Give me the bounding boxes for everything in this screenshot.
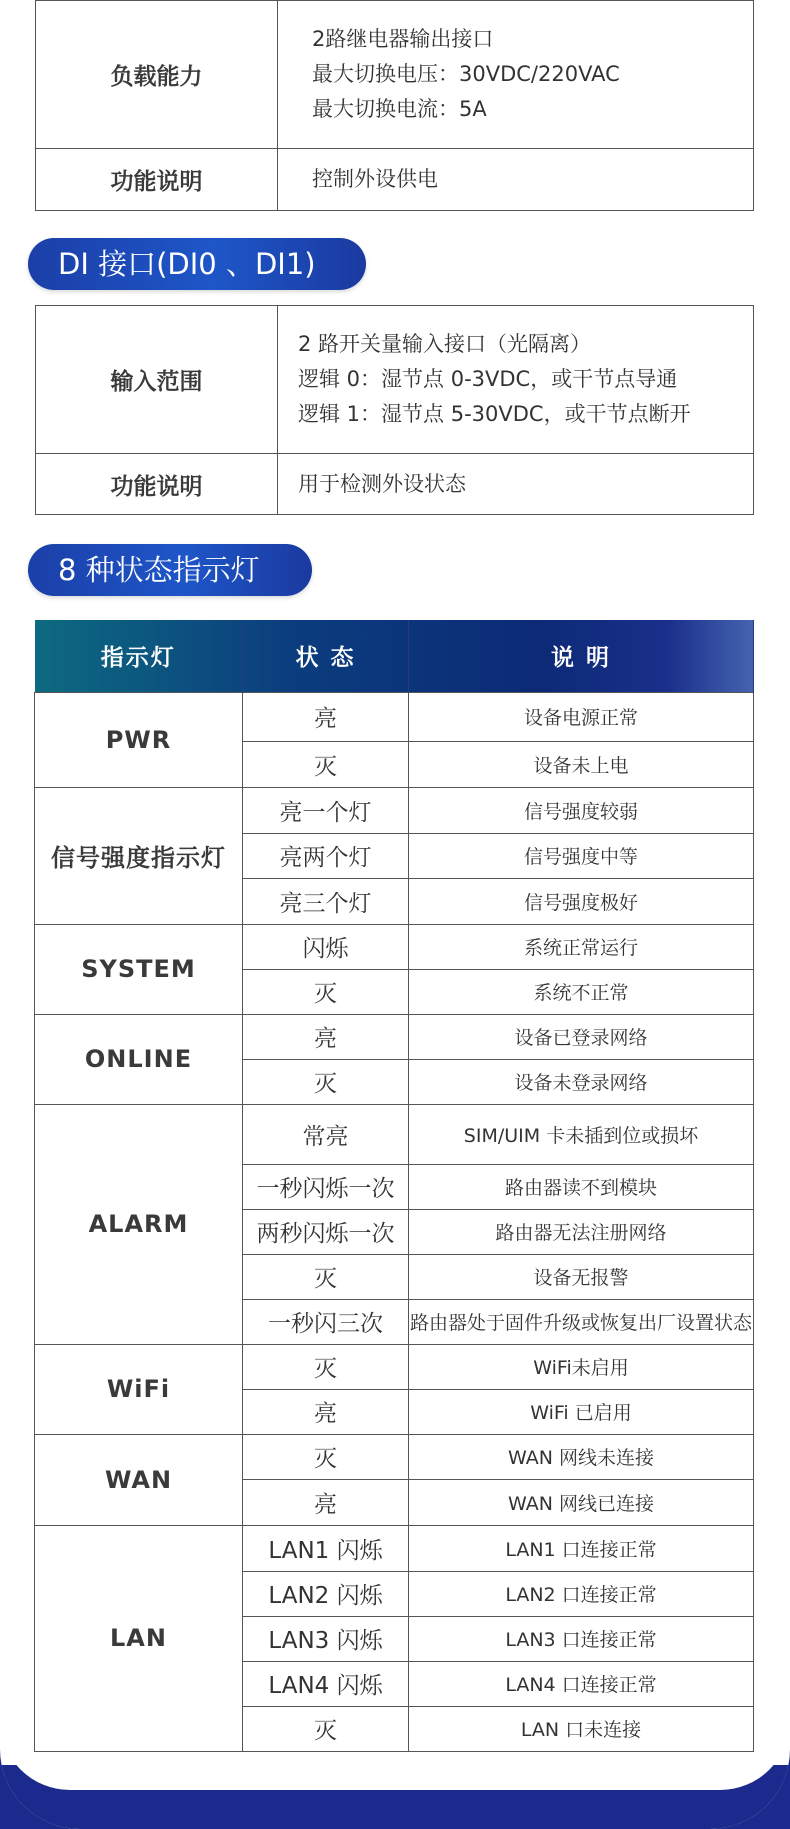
- indicator-state: 灭: [243, 1254, 409, 1299]
- table-row: [35, 1014, 754, 1059]
- di-func-value: 用于检测外设状态: [278, 454, 754, 515]
- indicator-description: 设备电源正常: [409, 692, 754, 741]
- indicator-name: WiFi: [35, 1344, 243, 1434]
- indicator-description: WiFi未启用: [409, 1344, 754, 1389]
- indicator-name: SYSTEM: [35, 924, 243, 1014]
- indicator-state: 灭: [243, 1706, 409, 1751]
- di-value: [278, 306, 754, 454]
- indicator-description: 设备无报警: [409, 1254, 754, 1299]
- load-value: [278, 1, 754, 149]
- indicator-state: LAN4 闪烁: [243, 1661, 409, 1706]
- load-func-value: 控制外设供电: [278, 149, 754, 211]
- indicator-description: LAN 口未连接: [409, 1706, 754, 1751]
- indicator-description: 设备未登录网络: [409, 1059, 754, 1104]
- indicator-state: 一秒闪三次: [243, 1299, 409, 1344]
- indicator-description: 系统正常运行: [409, 924, 754, 969]
- indicator-name: PWR: [35, 692, 243, 787]
- di-line: 逻辑 0：湿节点 0-3VDC，或干节点导通: [298, 367, 678, 391]
- indicator-name: WAN: [35, 1434, 243, 1525]
- indicator-state: 两秒闪烁一次: [243, 1209, 409, 1254]
- indicator-description: 设备已登录网络: [409, 1014, 754, 1059]
- load-line: 最大切换电压：30VDC/220VAC: [312, 62, 620, 86]
- load-table: [35, 0, 754, 211]
- indicator-state: 闪烁: [243, 924, 409, 969]
- indicator-description: 路由器处于固件升级或恢复出厂设置状态: [409, 1299, 754, 1344]
- di-row: [36, 306, 754, 454]
- indicator-state: 亮一个灯: [243, 787, 409, 833]
- led-section-title: 8 种状态指示灯: [28, 544, 312, 596]
- di-section-title: DI 接口(DI0 、DI1): [28, 238, 366, 290]
- indicator-description: 信号强度较弱: [409, 787, 754, 833]
- indicator-description: 设备未上电: [409, 741, 754, 787]
- led-header-row: [35, 620, 754, 692]
- indicator-state: LAN1 闪烁: [243, 1525, 409, 1571]
- indicator-description: 路由器无法注册网络: [409, 1209, 754, 1254]
- indicator-state: 亮两个灯: [243, 833, 409, 878]
- indicator-state: 灭: [243, 1434, 409, 1479]
- indicator-state: 灭: [243, 969, 409, 1014]
- table-row: [35, 924, 754, 969]
- load-key: 负载能力: [36, 1, 278, 149]
- indicator-state: 灭: [243, 1059, 409, 1104]
- header-state: 状 态: [243, 620, 409, 692]
- di-line: 2 路开关量输入接口（光隔离）: [298, 332, 592, 356]
- header-indicator: 指示灯: [35, 620, 243, 692]
- indicator-state: 亮: [243, 692, 409, 741]
- load-func-key: 功能说明: [36, 149, 278, 211]
- indicator-description: WAN 网线已连接: [409, 1479, 754, 1525]
- indicator-state: 灭: [243, 741, 409, 787]
- table-row: [35, 692, 754, 741]
- load-row: [36, 1, 754, 149]
- load-line: 最大切换电流：5A: [312, 97, 487, 121]
- led-body: [35, 692, 754, 1751]
- table-row: [35, 1344, 754, 1389]
- load-line: 2路继电器输出接口: [312, 27, 494, 51]
- indicator-description: SIM/UIM 卡未插到位或损坏: [409, 1104, 754, 1164]
- indicator-description: 系统不正常: [409, 969, 754, 1014]
- indicator-name: LAN: [35, 1525, 243, 1751]
- header-description: 说 明: [409, 620, 754, 692]
- di-table: [35, 305, 754, 515]
- indicator-state: 常亮: [243, 1104, 409, 1164]
- indicator-description: WAN 网线未连接: [409, 1434, 754, 1479]
- indicator-description: 信号强度中等: [409, 833, 754, 878]
- indicator-description: 信号强度极好: [409, 878, 754, 924]
- di-line: 逻辑 1：湿节点 5-30VDC，或干节点断开: [298, 402, 691, 426]
- indicator-state: 亮: [243, 1479, 409, 1525]
- led-table: [34, 620, 754, 1752]
- indicator-description: LAN4 口连接正常: [409, 1661, 754, 1706]
- indicator-description: LAN2 口连接正常: [409, 1571, 754, 1616]
- indicator-state: 亮: [243, 1389, 409, 1434]
- indicator-name: ONLINE: [35, 1014, 243, 1104]
- indicator-description: LAN3 口连接正常: [409, 1616, 754, 1661]
- indicator-description: WiFi 已启用: [409, 1389, 754, 1434]
- indicator-state: LAN2 闪烁: [243, 1571, 409, 1616]
- indicator-state: LAN3 闪烁: [243, 1616, 409, 1661]
- indicator-name: 信号强度指示灯: [35, 787, 243, 924]
- indicator-name: ALARM: [35, 1104, 243, 1344]
- indicator-description: LAN1 口连接正常: [409, 1525, 754, 1571]
- indicator-state: 亮: [243, 1014, 409, 1059]
- di-key: 输入范围: [36, 306, 278, 454]
- di-func-key: 功能说明: [36, 454, 278, 515]
- indicator-state: 一秒闪烁一次: [243, 1164, 409, 1209]
- di-func-row: [36, 454, 754, 515]
- table-row: [35, 787, 754, 833]
- indicator-state: 灭: [243, 1344, 409, 1389]
- table-row: [35, 1434, 754, 1479]
- load-func-row: [36, 149, 754, 211]
- indicator-state: 亮三个灯: [243, 878, 409, 924]
- indicator-description: 路由器读不到模块: [409, 1164, 754, 1209]
- table-row: [35, 1525, 754, 1571]
- table-row: [35, 1104, 754, 1164]
